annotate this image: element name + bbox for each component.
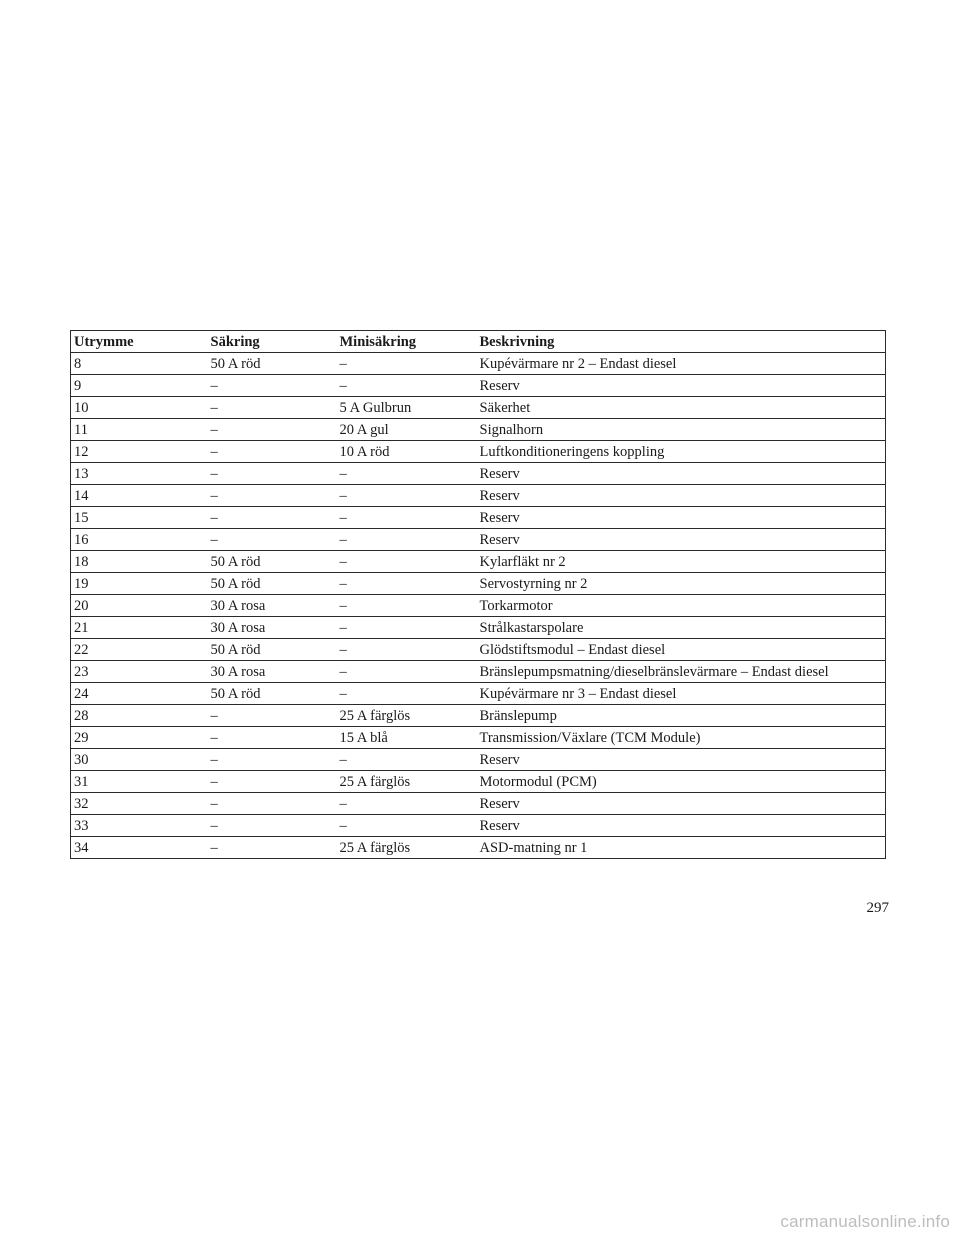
cell-minisakring: – bbox=[337, 463, 477, 485]
cell-minisakring: – bbox=[337, 639, 477, 661]
header-utrymme: Utrymme bbox=[71, 331, 208, 353]
cell-sakring: – bbox=[208, 837, 337, 859]
cell-minisakring: – bbox=[337, 375, 477, 397]
cell-beskrivning: Transmission/Växlare (TCM Module) bbox=[477, 727, 886, 749]
cell-utrymme: 33 bbox=[71, 815, 208, 837]
cell-minisakring: 5 A Gulbrun bbox=[337, 397, 477, 419]
cell-beskrivning: Bränslepump bbox=[477, 705, 886, 727]
cell-beskrivning: Luftkonditioneringens koppling bbox=[477, 441, 886, 463]
table-row bbox=[71, 375, 886, 397]
cell-utrymme: 24 bbox=[71, 683, 208, 705]
table-row bbox=[71, 573, 886, 595]
cell-sakring: – bbox=[208, 727, 337, 749]
cell-minisakring: – bbox=[337, 573, 477, 595]
cell-minisakring: – bbox=[337, 661, 477, 683]
table-row bbox=[71, 529, 886, 551]
cell-sakring: – bbox=[208, 771, 337, 793]
table-row bbox=[71, 507, 886, 529]
cell-utrymme: 31 bbox=[71, 771, 208, 793]
cell-utrymme: 12 bbox=[71, 441, 208, 463]
cell-sakring: 50 A röd bbox=[208, 683, 337, 705]
table-row bbox=[71, 551, 886, 573]
cell-minisakring: 15 A blå bbox=[337, 727, 477, 749]
cell-beskrivning: Reserv bbox=[477, 793, 886, 815]
cell-beskrivning: Signalhorn bbox=[477, 419, 886, 441]
cell-sakring: 30 A rosa bbox=[208, 617, 337, 639]
table-row bbox=[71, 441, 886, 463]
cell-utrymme: 30 bbox=[71, 749, 208, 771]
header-minisakring: Minisäkring bbox=[337, 331, 477, 353]
watermark-logo: carmanualsonline.info bbox=[780, 1212, 950, 1231]
cell-sakring: – bbox=[208, 529, 337, 551]
table-row bbox=[71, 815, 886, 837]
cell-beskrivning: Bränslepumpsmatning/dieselbränslevärmare – Endast diesel bbox=[477, 661, 886, 683]
table-row bbox=[71, 727, 886, 749]
cell-beskrivning: Torkarmotor bbox=[477, 595, 886, 617]
cell-beskrivning: Servostyrning nr 2 bbox=[477, 573, 886, 595]
cell-minisakring: – bbox=[337, 815, 477, 837]
cell-minisakring: 20 A gul bbox=[337, 419, 477, 441]
cell-utrymme: 21 bbox=[71, 617, 208, 639]
cell-sakring: 30 A rosa bbox=[208, 661, 337, 683]
cell-minisakring: – bbox=[337, 529, 477, 551]
cell-beskrivning: Kylarfläkt nr 2 bbox=[477, 551, 886, 573]
cell-sakring: 50 A röd bbox=[208, 573, 337, 595]
cell-utrymme: 14 bbox=[71, 485, 208, 507]
cell-sakring: – bbox=[208, 749, 337, 771]
cell-utrymme: 18 bbox=[71, 551, 208, 573]
table-body bbox=[71, 353, 886, 859]
cell-minisakring: – bbox=[337, 353, 477, 375]
cell-minisakring: – bbox=[337, 617, 477, 639]
cell-sakring: – bbox=[208, 397, 337, 419]
table-row bbox=[71, 463, 886, 485]
cell-beskrivning: Strålkastarspolare bbox=[477, 617, 886, 639]
cell-minisakring: 25 A färglös bbox=[337, 837, 477, 859]
cell-utrymme: 22 bbox=[71, 639, 208, 661]
table-row bbox=[71, 771, 886, 793]
cell-minisakring: – bbox=[337, 683, 477, 705]
cell-beskrivning: Reserv bbox=[477, 749, 886, 771]
cell-beskrivning: Reserv bbox=[477, 463, 886, 485]
cell-minisakring: 25 A färglös bbox=[337, 771, 477, 793]
cell-utrymme: 15 bbox=[71, 507, 208, 529]
cell-utrymme: 19 bbox=[71, 573, 208, 595]
cell-beskrivning: Reserv bbox=[477, 529, 886, 551]
table-row bbox=[71, 837, 886, 859]
cell-beskrivning: Säkerhet bbox=[477, 397, 886, 419]
cell-sakring: 50 A röd bbox=[208, 639, 337, 661]
table-row bbox=[71, 705, 886, 727]
table-header-row bbox=[71, 331, 886, 353]
cell-minisakring: – bbox=[337, 551, 477, 573]
table-row bbox=[71, 419, 886, 441]
cell-beskrivning: Motormodul (PCM) bbox=[477, 771, 886, 793]
table-row bbox=[71, 749, 886, 771]
cell-utrymme: 20 bbox=[71, 595, 208, 617]
cell-minisakring: – bbox=[337, 485, 477, 507]
cell-sakring: – bbox=[208, 441, 337, 463]
cell-minisakring: 25 A färglös bbox=[337, 705, 477, 727]
cell-sakring: – bbox=[208, 705, 337, 727]
cell-sakring: – bbox=[208, 419, 337, 441]
cell-sakring: – bbox=[208, 485, 337, 507]
cell-sakring: – bbox=[208, 463, 337, 485]
cell-beskrivning: Reserv bbox=[477, 815, 886, 837]
table-row bbox=[71, 617, 886, 639]
cell-sakring: – bbox=[208, 507, 337, 529]
table-row bbox=[71, 353, 886, 375]
cell-utrymme: 11 bbox=[71, 419, 208, 441]
cell-minisakring: – bbox=[337, 507, 477, 529]
cell-utrymme: 28 bbox=[71, 705, 208, 727]
cell-minisakring: – bbox=[337, 749, 477, 771]
cell-utrymme: 34 bbox=[71, 837, 208, 859]
cell-beskrivning: Kupévärmare nr 2 – Endast diesel bbox=[477, 353, 886, 375]
cell-minisakring: 10 A röd bbox=[337, 441, 477, 463]
cell-beskrivning: Glödstiftsmodul – Endast diesel bbox=[477, 639, 886, 661]
table-row bbox=[71, 397, 886, 419]
header-sakring: Säkring bbox=[208, 331, 337, 353]
table-row bbox=[71, 661, 886, 683]
cell-beskrivning: Kupévärmare nr 3 – Endast diesel bbox=[477, 683, 886, 705]
cell-utrymme: 13 bbox=[71, 463, 208, 485]
cell-beskrivning: Reserv bbox=[477, 375, 886, 397]
table-row bbox=[71, 485, 886, 507]
cell-beskrivning: ASD-matning nr 1 bbox=[477, 837, 886, 859]
cell-minisakring: – bbox=[337, 793, 477, 815]
cell-utrymme: 10 bbox=[71, 397, 208, 419]
cell-utrymme: 16 bbox=[71, 529, 208, 551]
cell-sakring: – bbox=[208, 815, 337, 837]
table-row bbox=[71, 639, 886, 661]
table-row bbox=[71, 683, 886, 705]
table-row bbox=[71, 595, 886, 617]
cell-sakring: – bbox=[208, 793, 337, 815]
cell-utrymme: 32 bbox=[71, 793, 208, 815]
cell-sakring: 30 A rosa bbox=[208, 595, 337, 617]
cell-sakring: 50 A röd bbox=[208, 551, 337, 573]
cell-minisakring: – bbox=[337, 595, 477, 617]
cell-utrymme: 9 bbox=[71, 375, 208, 397]
cell-sakring: 50 A röd bbox=[208, 353, 337, 375]
cell-utrymme: 23 bbox=[71, 661, 208, 683]
fuse-table bbox=[70, 330, 886, 859]
cell-utrymme: 8 bbox=[71, 353, 208, 375]
cell-sakring: – bbox=[208, 375, 337, 397]
table-row bbox=[71, 793, 886, 815]
cell-utrymme: 29 bbox=[71, 727, 208, 749]
page-number: 297 bbox=[866, 900, 889, 916]
cell-beskrivning: Reserv bbox=[477, 485, 886, 507]
header-beskrivning: Beskrivning bbox=[477, 331, 886, 353]
cell-beskrivning: Reserv bbox=[477, 507, 886, 529]
